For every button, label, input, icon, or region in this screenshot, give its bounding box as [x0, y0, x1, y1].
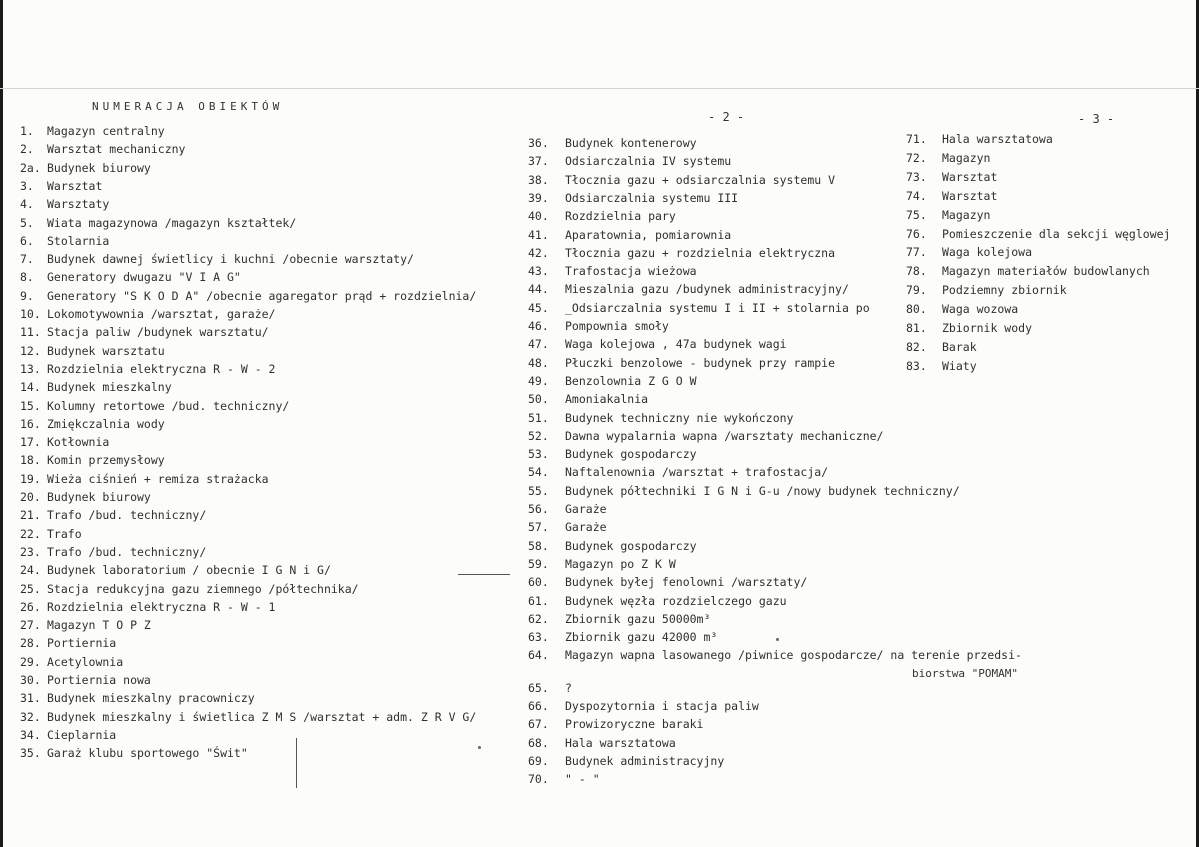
item-number: 15.	[20, 398, 41, 413]
list-item	[20, 270, 241, 284]
item-text: Płuczki benzolowe - budynek przy rampie	[565, 355, 836, 370]
item-number: 13.	[20, 361, 41, 376]
item-text: Zmiękczalnia wody	[47, 416, 165, 431]
item-number: 27.	[20, 618, 41, 633]
item-text: Mieszalnia gazu /budynek administracyjny/	[565, 282, 849, 297]
list-item	[20, 417, 165, 431]
document-title: NUMERACJA OBIEKTÓW	[92, 100, 284, 113]
list-item-64-continuation: biorstwa "POMAM"	[912, 667, 1018, 680]
item-text: Cieplarnia	[47, 727, 117, 742]
item-text: Zbiornik wody	[942, 321, 1033, 335]
item-text: Budynek węzła rozdzielczego gazu	[565, 593, 787, 608]
list-item	[528, 282, 849, 296]
item-text: Zbiornik gazu 50000m³	[565, 611, 711, 626]
item-text: Wieża ciśnień + remiza strażacka	[47, 471, 269, 486]
list-item	[528, 173, 835, 187]
item-number: 60.	[528, 575, 549, 590]
item-text: Budynek biurowy	[47, 490, 151, 504]
item-text: Hala warsztatowa	[942, 132, 1053, 146]
item-text: Budynek warsztatu	[47, 343, 165, 358]
item-number: 2a.	[20, 160, 41, 175]
list-item	[20, 563, 331, 577]
list-item	[528, 648, 1022, 662]
list-item	[528, 337, 787, 351]
list-item	[528, 539, 697, 553]
page-number-2: - 2 -	[708, 110, 745, 124]
item-number: 74.	[906, 188, 927, 203]
item-text: Amoniakalnia	[565, 392, 649, 407]
item-text: " - "	[565, 772, 600, 787]
item-text: Magazyn	[942, 150, 991, 165]
list-item	[20, 179, 102, 193]
item-text: Acetylownia	[47, 654, 124, 669]
item-number: 44.	[528, 282, 549, 297]
item-text: Magazyn wapna lasowanego /piwnice gospodarcze/ na terenie przedsi-	[565, 648, 1022, 663]
list-item	[528, 264, 697, 278]
item-text: Warsztaty	[47, 197, 110, 212]
item-number: 79.	[906, 283, 927, 298]
item-text: Pompownia smoły	[565, 319, 669, 333]
item-text: Portiernia	[47, 636, 117, 651]
list-item	[528, 429, 884, 443]
item-text: Odsiarczalnia systemu III	[565, 190, 739, 205]
list-item	[20, 582, 359, 596]
item-number: 58.	[528, 538, 549, 553]
list-item	[20, 252, 414, 266]
item-text: Podziemny zbiornik	[942, 283, 1067, 298]
item-text: Trafostacja wieżowa	[565, 264, 697, 279]
item-number: 25.	[20, 581, 41, 596]
list-item	[20, 691, 255, 705]
item-number: 26.	[20, 599, 41, 614]
item-number: 66.	[528, 699, 549, 713]
list-item	[528, 612, 710, 626]
item-number: 38.	[528, 172, 549, 187]
item-number: 32.	[20, 709, 41, 724]
item-text: Waga kolejowa	[942, 245, 1033, 260]
item-text: Stacja paliw /budynek warsztatu/	[47, 325, 269, 340]
list-item	[528, 465, 828, 479]
list-item	[20, 142, 185, 156]
item-number: 72.	[906, 150, 927, 165]
list-item	[20, 435, 109, 449]
item-text: Tłocznia gazu + odsiarczalnia systemu V	[565, 172, 836, 187]
list-item	[20, 508, 206, 522]
item-number: 48.	[528, 355, 549, 370]
item-text: Odsiarczalnia IV systemu	[565, 154, 732, 169]
list-item	[20, 325, 269, 339]
item-text: Tłocznia gazu + rozdzielnia elektryczna	[565, 245, 836, 260]
item-text: Budynek byłej fenolowni /warsztaty/	[565, 575, 808, 590]
item-text: Budynek mieszkalny i świetlica Z M S /warsztat + adm. Z R V G/	[47, 709, 477, 724]
item-text: Prowizoryczne baraki	[565, 717, 704, 732]
item-text: Komin przemysłowy	[47, 453, 165, 468]
item-number: 65.	[528, 680, 549, 695]
list-item	[20, 344, 165, 358]
item-text: Budynek dawnej świetlicy i kuchni /obecnie warsztaty/	[47, 252, 414, 267]
item-number: 28.	[20, 636, 41, 651]
item-text: Waga wozowa	[942, 302, 1019, 317]
item-number: 42.	[528, 245, 549, 260]
list-item	[528, 356, 835, 370]
item-text: Warsztat	[47, 178, 103, 193]
item-number: 10.	[20, 307, 41, 321]
list-item	[528, 154, 731, 168]
item-text: Budynek półtechniki I G N i G-u /nowy budynek techniczny/	[565, 483, 960, 498]
item-number: 23.	[20, 544, 41, 559]
item-number: 55.	[528, 483, 549, 498]
item-number: 63.	[528, 630, 549, 645]
item-number: 71.	[906, 132, 927, 146]
item-number: 1.	[20, 124, 34, 138]
item-number: 43.	[528, 264, 549, 279]
list-item	[20, 655, 123, 669]
item-number: 12.	[20, 343, 41, 358]
item-text: Generatory "S K O D A" /obecnie agaregator prąd + rozdzielnia/	[47, 288, 477, 303]
item-number: 8.	[20, 270, 34, 285]
list-item	[906, 302, 1018, 316]
item-text: Budynek mieszkalny	[47, 380, 172, 395]
item-number: 20.	[20, 490, 41, 504]
item-number: 31.	[20, 691, 41, 706]
item-number: 17.	[20, 435, 41, 450]
item-text: Budynek biurowy	[47, 160, 151, 175]
item-text: Kolumny retortowe /bud. techniczny/	[47, 398, 290, 413]
list-item	[20, 710, 476, 724]
item-number: 36.	[528, 136, 549, 150]
item-number: 78.	[906, 264, 927, 279]
list-item	[528, 484, 960, 498]
list-item	[528, 374, 697, 388]
list-item	[906, 264, 1150, 278]
list-item	[20, 380, 172, 394]
list-item	[20, 746, 248, 760]
item-text: Budynek kontenerowy	[565, 136, 697, 150]
item-text: Budynek gospodarczy	[565, 538, 697, 553]
item-number: 50.	[528, 392, 549, 407]
item-number: 59.	[528, 556, 549, 571]
list-item	[20, 289, 476, 303]
item-number: 47.	[528, 337, 549, 352]
item-number: 69.	[528, 753, 549, 768]
list-item	[20, 216, 296, 230]
item-number: 2.	[20, 142, 34, 157]
item-number: 4.	[20, 197, 34, 212]
item-text: Benzolownia Z G O W	[565, 373, 697, 388]
item-number: 37.	[528, 154, 549, 169]
item-text: Trafo	[47, 526, 82, 541]
item-text: Warsztat	[942, 188, 998, 203]
item-text: Garaże	[565, 502, 607, 516]
item-number: 56.	[528, 502, 549, 516]
item-text: Pomieszczenie dla sekcji węglowej	[942, 226, 1171, 241]
item-number: 30.	[20, 673, 41, 687]
item-number: 22.	[20, 526, 41, 541]
list-item	[528, 594, 787, 608]
list-item	[528, 699, 759, 713]
list-item	[20, 124, 165, 138]
list-item	[20, 728, 116, 742]
item-number: 16.	[20, 416, 41, 431]
item-number: 5.	[20, 215, 34, 230]
list-item	[528, 228, 731, 242]
list-item	[906, 359, 977, 373]
item-text: Rozdzielnia elektryczna R - W - 2	[47, 361, 276, 376]
item-text: Warsztat mechaniczny	[47, 142, 186, 157]
item-text: Budynek gospodarczy	[565, 447, 697, 462]
item-number: 21.	[20, 508, 41, 523]
item-text: Rozdzielnia pary	[565, 209, 676, 224]
item-number: 76.	[906, 226, 927, 241]
list-item	[906, 245, 1032, 259]
list-item	[906, 208, 990, 222]
item-number: 49.	[528, 373, 549, 388]
item-number: 34.	[20, 727, 41, 742]
item-number: 80.	[906, 302, 927, 317]
item-text: Aparatownia, pomiarownia	[565, 227, 732, 242]
item-number: 29.	[20, 654, 41, 669]
item-number: 62.	[528, 611, 549, 626]
item-text: Wiata magazynowa /magazyn kształtek/	[47, 215, 297, 230]
item-text: Kotłownia	[47, 435, 110, 450]
item-text: Magazyn materiałów budowlanych	[942, 264, 1150, 279]
item-number: 11.	[20, 325, 41, 340]
item-text: Trafo /bud. techniczny/	[47, 508, 207, 523]
item-text: Zbiornik gazu 42000 m³	[565, 630, 718, 645]
item-number: 67.	[528, 717, 549, 732]
item-text: Magazyn centralny	[47, 124, 165, 138]
list-item	[528, 246, 835, 260]
vertical-rule	[296, 738, 297, 788]
list-item	[20, 636, 116, 650]
item-text: Barak	[942, 339, 977, 354]
list-item	[906, 132, 1053, 146]
item-number: 75.	[906, 207, 927, 222]
item-text: Magazyn po Z K W	[565, 556, 676, 571]
item-text: ?	[565, 680, 572, 695]
item-number: 24.	[20, 563, 41, 578]
list-item	[528, 717, 703, 731]
item-text: Dawna wypalarnia wapna /warsztaty mechaniczne/	[565, 428, 884, 443]
list-item	[906, 170, 997, 184]
item-number: 9.	[20, 288, 34, 303]
item-number: 64.	[528, 648, 549, 663]
item-number: 82.	[906, 339, 927, 354]
list-item	[20, 399, 289, 413]
list-item	[20, 673, 151, 687]
item-number: 39.	[528, 190, 549, 205]
item-text: Warsztat	[942, 169, 998, 184]
list-item	[528, 736, 676, 750]
item-text: Rozdzielnia elektryczna R - W - 1	[47, 599, 276, 614]
item-number: 6.	[20, 233, 34, 248]
item-text: Hala warsztatowa	[565, 735, 676, 750]
list-item	[528, 520, 607, 534]
item-text: Dyspozytornia i stacja paliw	[565, 699, 759, 713]
list-item	[20, 453, 165, 467]
item-number: 70.	[528, 772, 549, 787]
item-text: Garaż klubu sportowego "Świt"	[47, 746, 248, 761]
item-text: _Odsiarczalnia systemu I i II + stolarnia po	[565, 300, 870, 315]
item-number: 54.	[528, 465, 549, 480]
item-number: 19.	[20, 471, 41, 486]
list-item	[528, 301, 870, 315]
item-number: 41.	[528, 227, 549, 242]
paper-speck	[478, 746, 481, 749]
list-item	[20, 307, 275, 321]
list-item	[528, 575, 807, 589]
item-text: Waga kolejowa , 47a budynek wagi	[565, 337, 787, 352]
list-item	[20, 600, 275, 614]
item-text: Stolarnia	[47, 233, 110, 248]
list-item	[528, 191, 738, 205]
item-text: Magazyn T O P Z	[47, 618, 151, 633]
item-number: 73.	[906, 169, 927, 184]
list-item	[528, 447, 697, 461]
list-item	[20, 362, 275, 376]
list-item	[528, 411, 793, 425]
item-text: Stacja redukcyjna gazu ziemnego /półtechnika/	[47, 581, 359, 596]
item-text: Garaże	[565, 520, 607, 535]
page-number-3: - 3 -	[1078, 112, 1115, 126]
item-text: Trafo /bud. techniczny/	[47, 544, 207, 559]
list-item	[906, 321, 1032, 335]
item-number: 35.	[20, 746, 41, 761]
list-item	[906, 151, 990, 165]
item-number: 81.	[906, 321, 927, 335]
list-item	[528, 772, 600, 786]
item-text: Portiernia nowa	[47, 673, 151, 687]
item-number: 46.	[528, 319, 549, 333]
list-item	[20, 472, 269, 486]
item-number: 51.	[528, 410, 549, 425]
item-number: 18.	[20, 453, 41, 468]
item-number: 45.	[528, 300, 549, 315]
list-item	[528, 681, 572, 695]
list-item	[20, 197, 109, 211]
list-item	[20, 161, 151, 175]
list-item	[906, 227, 1170, 241]
list-item	[528, 557, 676, 571]
item-number: 83.	[906, 358, 927, 373]
item-number: 57.	[528, 520, 549, 535]
item-text: Budynek laboratorium / obecnie I G N i G/	[47, 563, 331, 578]
item-text: Naftalenownia /warsztat + trafostacja/	[565, 465, 829, 480]
list-item	[528, 502, 607, 516]
item-number: 61.	[528, 593, 549, 608]
list-item	[20, 234, 109, 248]
item-number: 40.	[528, 209, 549, 224]
paper-speck	[776, 638, 779, 641]
item-number: 14.	[20, 380, 41, 395]
list-item	[906, 340, 977, 354]
item-number: 52.	[528, 428, 549, 443]
list-item	[20, 490, 151, 504]
typed-dash-line	[458, 574, 510, 575]
list-item	[20, 545, 206, 559]
list-item	[906, 283, 1067, 297]
list-item	[20, 618, 151, 632]
list-item	[528, 136, 697, 150]
list-item	[528, 319, 669, 333]
item-number: 68.	[528, 735, 549, 750]
item-text: Magazyn	[942, 207, 991, 222]
item-text: Budynek techniczny nie wykończony	[565, 410, 794, 425]
item-text: Budynek administracyjny	[565, 753, 725, 768]
list-item	[528, 630, 717, 644]
list-item	[528, 754, 724, 768]
item-number: 77.	[906, 245, 927, 260]
item-text: Lokomotywownia /warsztat, garaże/	[47, 307, 276, 321]
list-item	[528, 392, 648, 406]
item-text: Wiaty	[942, 358, 977, 373]
item-text: Generatory dwugazu "V I A G"	[47, 270, 241, 285]
item-number: 3.	[20, 178, 34, 193]
item-number: 7.	[20, 252, 34, 267]
list-item	[906, 189, 997, 203]
item-number: 53.	[528, 447, 549, 462]
list-item	[528, 209, 676, 223]
item-text: Budynek mieszkalny pracowniczy	[47, 691, 255, 706]
list-item	[20, 527, 82, 541]
